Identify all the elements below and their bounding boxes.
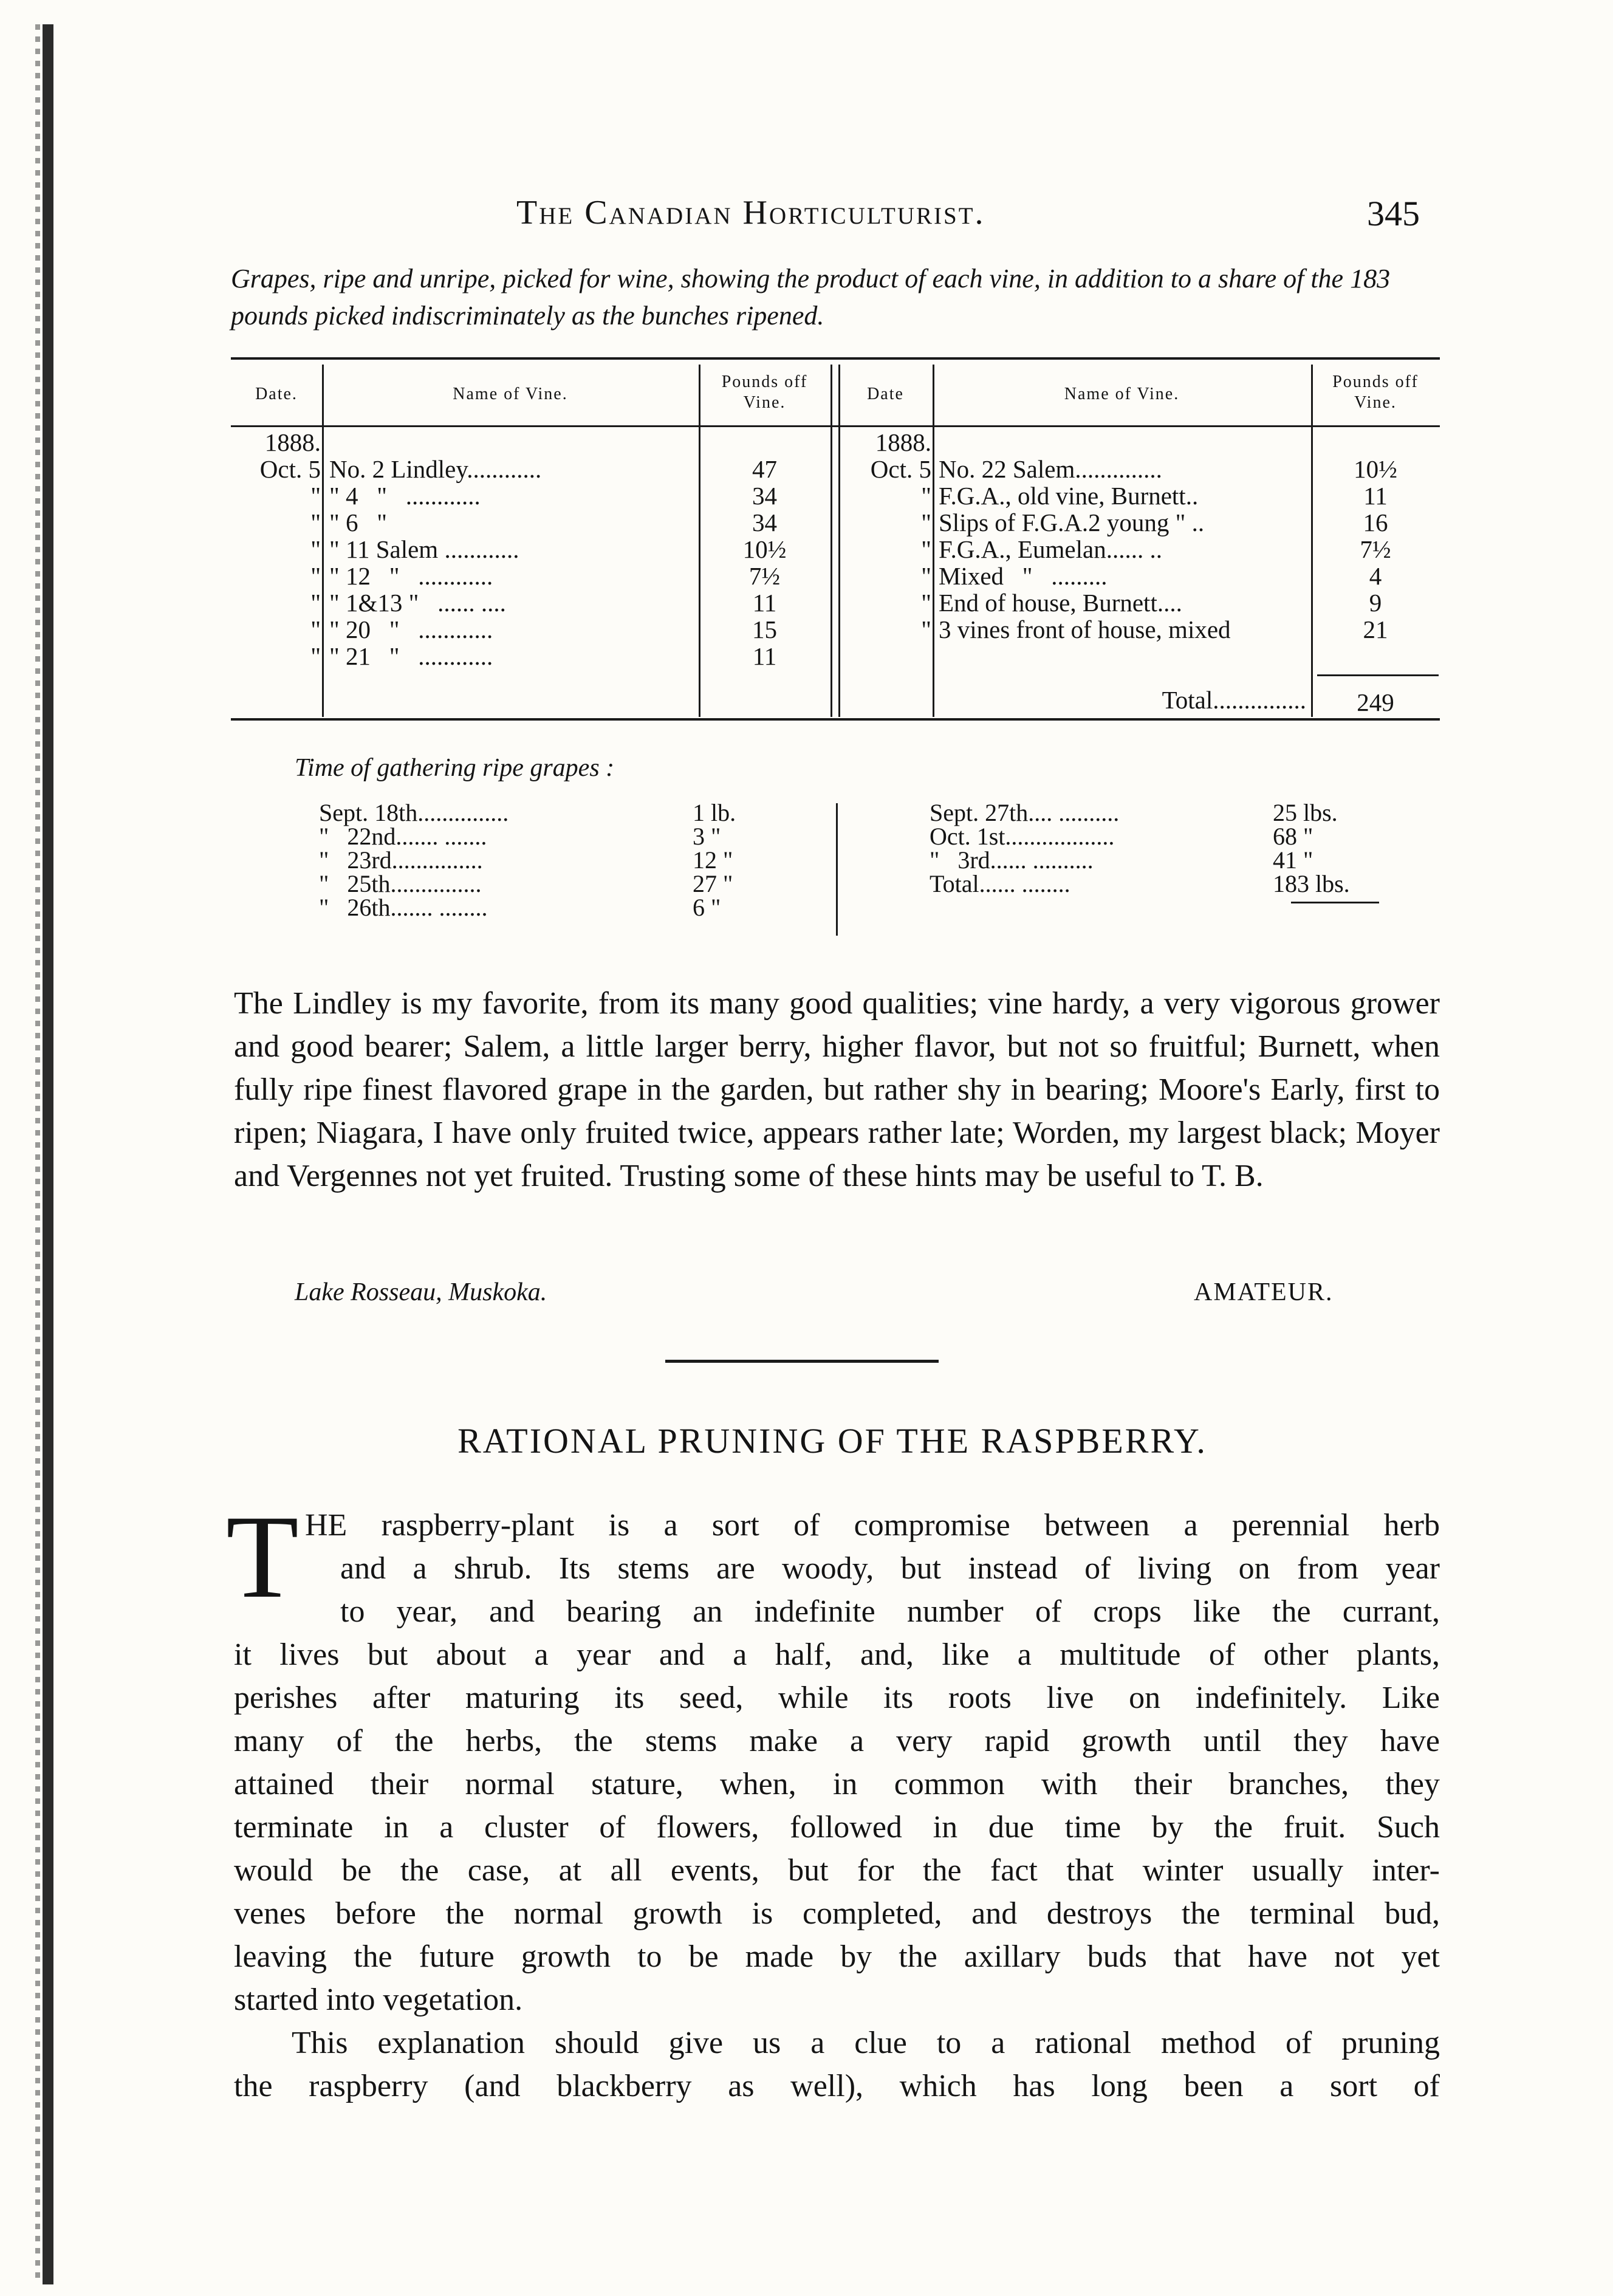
article-line: This explanation should give us a clue to a rational method of pruning <box>292 2026 1440 2060</box>
table-cell: " 22nd....... ....... <box>319 823 487 850</box>
table-cell <box>699 429 830 456</box>
gathering-left-dates <box>319 801 690 919</box>
table-cell: F.G.A., old vine, Burnett.. <box>939 482 1199 510</box>
section-separator <box>665 1360 939 1363</box>
table-cell: No. 2 Lindley............ <box>329 455 542 483</box>
table-cell: " 25th............... <box>319 870 482 897</box>
table-cell: " <box>310 589 321 617</box>
table-cell: " <box>921 482 931 510</box>
right-pounds-column <box>1311 429 1440 643</box>
table-cell: " 11 Salem ............ <box>329 535 519 563</box>
table-cell: 1888. <box>264 428 321 456</box>
article-line: it lives but about a year and a half, and, like a multitude of other plants, <box>234 1637 1440 1672</box>
section-title: RATIONAL PRUNING OF THE RASPBERRY. <box>457 1421 1207 1461</box>
table-top-rule <box>231 357 1440 360</box>
table-bottom-rule <box>231 718 1440 721</box>
page-number: 345 <box>1367 194 1420 233</box>
gathering-divider <box>836 803 838 936</box>
header-name: Name of Vine. <box>453 385 568 403</box>
article-line: attained their normal stature, when, in common with their branches, they <box>234 1767 1440 1801</box>
drop-cap: T <box>226 1491 299 1623</box>
table-cell: " <box>310 509 321 536</box>
article-line: started into vegetation. <box>234 1982 523 2017</box>
table-divider <box>322 365 324 717</box>
left-date-column <box>231 429 321 670</box>
table-cell: Total...... ........ <box>930 870 1070 897</box>
signature-place: Lake Rosseau, Muskoka. <box>295 1278 547 1306</box>
table-cell: 27 " <box>693 870 733 897</box>
table-header-rule <box>231 425 1440 427</box>
article-line: the raspberry (and blackberry as well), which has long been a sort of <box>234 2069 1440 2103</box>
left-pounds-column <box>699 429 830 670</box>
article-line: to year, and bearing an indefinite number of crops like the currant, <box>340 1594 1440 1629</box>
table-cell: End of house, Burnett.... <box>939 589 1182 617</box>
table-cell: 4 <box>1369 562 1382 590</box>
table-cell: 183 lbs. <box>1273 870 1350 897</box>
table-cell: " <box>310 482 321 510</box>
table-cell: Slips of F.G.A.2 young " .. <box>939 509 1205 536</box>
table-cell: 10½ <box>1354 455 1397 483</box>
table-cell: 10½ <box>742 535 787 563</box>
table-cell: 11 <box>1363 482 1388 510</box>
header-pounds: Pounds off Vine. <box>721 372 808 412</box>
table-cell: " <box>921 509 931 536</box>
right-name-column <box>939 429 1311 643</box>
table-cell: Mixed " ......... <box>939 562 1108 590</box>
header-date-2: Date <box>867 385 904 403</box>
table-cell: 1 lb. <box>693 799 736 826</box>
gathering-total-rule <box>1291 902 1379 903</box>
table-cell: " <box>310 535 321 563</box>
article-line: would be the case, at all events, but for the fact that winter usually inter- <box>234 1853 1440 1888</box>
table-cell: 11 <box>752 642 777 670</box>
table-cell: F.G.A., Eumelan...... .. <box>939 535 1162 563</box>
gathering-left-amounts <box>693 801 796 919</box>
table-cell: Sept. 18th............... <box>319 799 509 826</box>
table-cell: 68 " <box>1273 823 1313 850</box>
table-cell: 1888. <box>875 428 931 456</box>
table-cell: 11 <box>752 589 777 617</box>
header-name-2: Name of Vine. <box>1064 385 1180 403</box>
total-label: Total............... <box>1162 686 1306 714</box>
table-cell: " 20 " ............ <box>329 615 493 643</box>
table-cell <box>939 429 1311 456</box>
article-line: many of the herbs, the stems make a very rapid growth until they have <box>234 1724 1440 1758</box>
table-cell: 7½ <box>748 562 781 590</box>
table-divider <box>933 365 934 717</box>
article-line: venes before the normal growth is completed, and destroys the terminal bud, <box>234 1896 1440 1931</box>
table-cell: 6 " <box>693 894 721 921</box>
total-value: 249 <box>1357 688 1394 716</box>
left-name-column <box>329 429 699 670</box>
table-cell: 21 <box>1363 615 1388 643</box>
table-cell: 34 <box>752 509 777 536</box>
article-line: and a shrub. Its stems are woody, but instead of living on from year <box>340 1551 1440 1586</box>
header-date: Date. <box>255 385 298 403</box>
total-rule <box>1317 674 1439 676</box>
table-cell <box>329 429 699 456</box>
table-cell: " 6 " <box>329 509 387 536</box>
running-header: The Canadian Horticulturist. <box>516 194 985 231</box>
table-cell: " <box>310 615 321 643</box>
table-cell: 15 <box>752 615 777 643</box>
table-cell: " 21 " ............ <box>329 642 493 670</box>
table-cell: " 23rd............... <box>319 846 483 874</box>
signature-name: AMATEUR. <box>1194 1278 1334 1306</box>
table-cell: Oct. 1st.................. <box>930 823 1115 850</box>
table-cell: 47 <box>752 455 777 483</box>
table-cell: 3 " <box>693 823 721 850</box>
table-cell: " <box>921 615 931 643</box>
table-cell: " <box>921 589 931 617</box>
gathering-right-dates <box>930 801 1294 896</box>
table-cell: " <box>310 642 321 670</box>
right-date-column <box>838 429 931 643</box>
table-cell: " 12 " ............ <box>329 562 493 590</box>
table-cell <box>1311 429 1440 456</box>
table-cell: 41 " <box>1273 846 1313 874</box>
table-cell: Oct. 5 <box>870 455 931 483</box>
table-cell: " 1&13 " ...... .... <box>329 589 506 617</box>
article-line: leaving the future growth to be made by the axillary buds that have not yet <box>234 1939 1440 1974</box>
table-cell: 9 <box>1369 589 1382 617</box>
table-cell: " <box>310 562 321 590</box>
table-cell: 3 vines front of house, mixed <box>939 615 1231 643</box>
table-cell: Oct. 5 <box>259 455 321 483</box>
table-cell: " <box>921 535 931 563</box>
table-cell: Sept. 27th.... .......... <box>930 799 1120 826</box>
gathering-right-amounts <box>1273 801 1419 896</box>
table-cell: " <box>921 562 931 590</box>
table-cell: " 4 " ............ <box>329 482 481 510</box>
table-cell: " 26th....... ........ <box>319 894 488 921</box>
table-divider <box>830 365 832 717</box>
header-pounds-2: Pounds off Vine. <box>1332 372 1419 412</box>
paragraph-lindley: The Lindley is my favorite, from its many good qualities; vine hardy, a very vigorous grower and good bearer; Salem, a little larger berry, higher flavor, but not so fruitful; Burnett, when fully ripe finest flavored grape in the garden, but rather shy in bearing; Moore's Early, first to ripen; Niagara, I have only fruited twice, appears rather late; Worden, my largest black; Moyer and Vergennes not yet fruited. Trusting some of these hints may be useful to T. B. <box>234 986 1440 1193</box>
page-binding-edge <box>43 24 53 2284</box>
table-caption: Grapes, ripe and unripe, picked for wine, showing the product of each vine, in addition to a share of the 183 pounds picked indiscriminately as the bunches ripened. <box>231 264 1391 331</box>
table-cell: " 3rd...... .......... <box>930 846 1094 874</box>
gathering-title: Time of gathering ripe grapes : <box>295 754 615 782</box>
table-cell: 12 " <box>693 846 733 874</box>
table-cell: 25 lbs. <box>1273 799 1338 826</box>
table-cell: No. 22 Salem.............. <box>939 455 1162 483</box>
article-line: perishes after maturing its seed, while its roots live on indefinitely. Like <box>234 1681 1440 1715</box>
article-line: terminate in a cluster of flowers, followed in due time by the fruit. Such <box>234 1810 1440 1845</box>
page-binding-stitching <box>35 24 40 2284</box>
article-line: HE raspberry-plant is a sort of compromise between a perennial herb <box>305 1508 1440 1543</box>
table-cell: 16 <box>1363 509 1388 536</box>
table-cell: 7½ <box>1360 535 1391 563</box>
table-cell: 34 <box>752 482 777 510</box>
